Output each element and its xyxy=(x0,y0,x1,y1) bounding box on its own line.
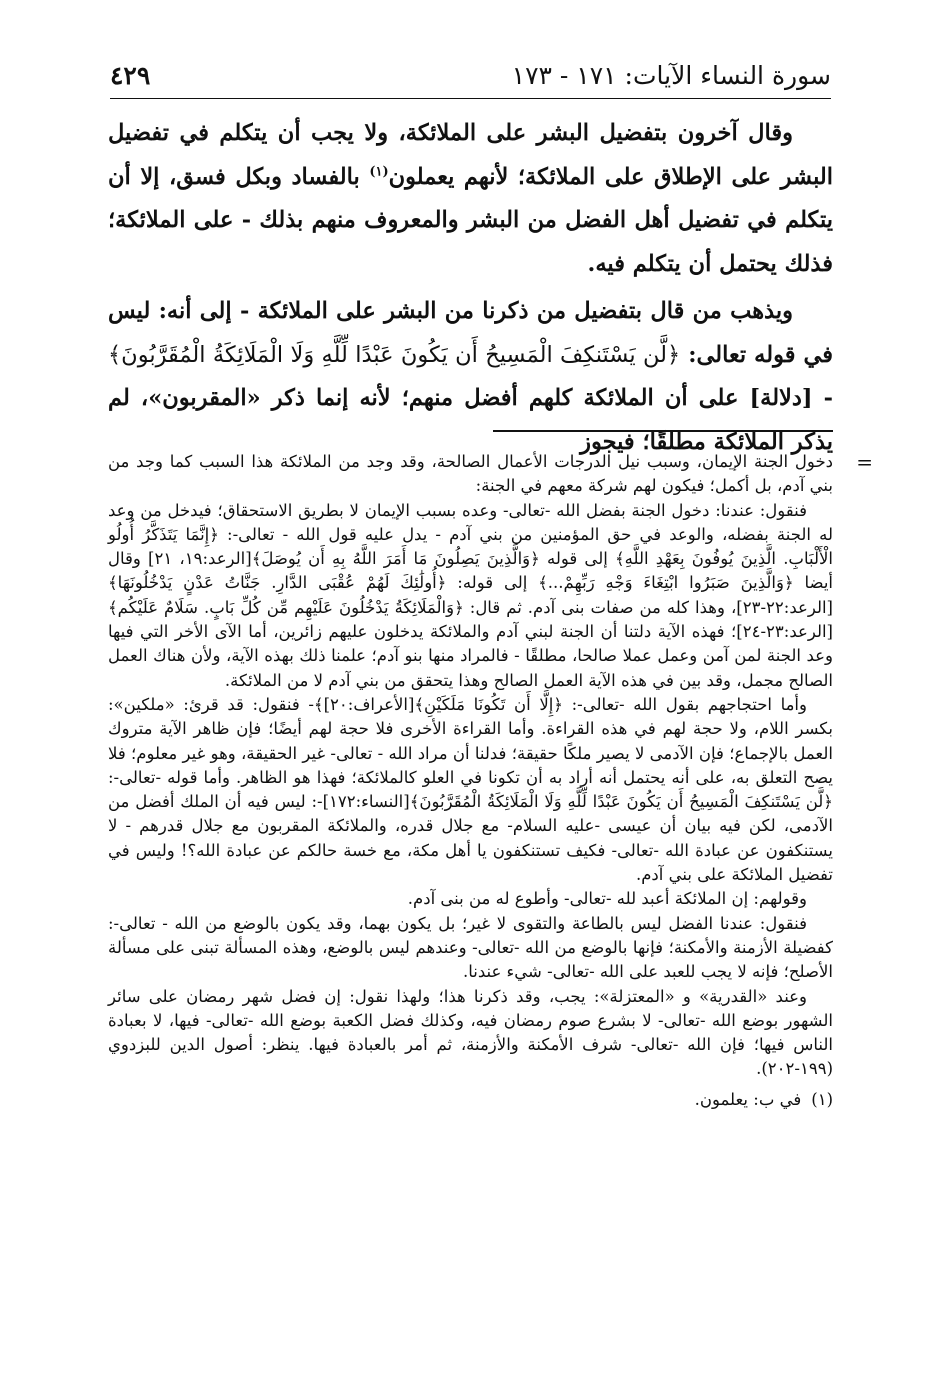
footnote-separator xyxy=(493,430,833,432)
paragraph-2-text-b: - [دلالة] على أن الملائكة كلهم أفضل منهم؛ لأنه إنما ذكر «المقربون»، لم يذكر الملائكة مطلقًا؛ فيجوز xyxy=(108,385,833,455)
running-header xyxy=(110,52,831,99)
note-continuation xyxy=(108,450,873,499)
note-text-2: فنقول: عندنا: دخول الجنة بفضل الله -تعالى- وعده بسبب الإيمان لا بطريق الاستحقاق؛ فيدخل من وعد له الجنة بفضله، والوعد في حق المؤمنين من بني آدم - يدل عليه قول الله - تعالى-: ﴿إِنَّمَا يَتَذَكَّرُ أُولُو الْأَلْبَابِ. الَّذِينَ يُوفُونَ بِعَهْدِ اللَّهِ﴾ إلى قوله ﴿وَالَّذِينَ يَصِلُونَ مَا أَمَرَ اللَّهُ بِهِ أَن يُوصَلَ﴾[الرعد:١٩، ٢١] وقال أيضا ﴿وَالَّذِينَ صَبَرُوا ابْتِغَاءَ وَجْهِ رَبِّهِمْ...﴾ إلى قوله: ﴿أُولَٰئِكَ لَهُمْ عُقْبَى الدَّارِ. جَنَّاتُ عَدْنٍ يَدْخُلُونَهَا﴾[الرعد:٢٢-٢٣]، وهذا كله من صفات بنى آدم. ثم قال: ﴿وَالْمَلَائِكَةُ يَدْخُلُونَ عَلَيْهِم مِّن كُلِّ بَابٍ. سَلَامٌ عَلَيْكُم﴾[الرعد:٢٣-٢٤]؛ فهذه الآية دلتنا أن الجنة لبني آدم والملائكة يدخلون عليهم زائرين، أما الآى الأخر التي فيها وعد الجنة لمن آمن وعمل عملا صالحا، مطلقًا - فالمراد منها بنو آدم؛ علمنا ذلك بهذه الآية، ولأن هناك العمل الصالح مجمل، وقد بين في هذه الآية العمل الصالح وهذا يتحقق من بني آدم لا من الملائكة. xyxy=(108,500,833,690)
note-text-4: وقولهم: إن الملائكة أعبد لله -تعالى- وأطوع له من بنى آدم. xyxy=(407,889,807,909)
note-text-1: دخول الجنة الإيمان، وسبب نيل الدرجات الأعمال الصالحة، وقد وجد من الملائكة هذا السبب كما وجد من بني آدم، بل أكمل؛ فيكون لهم شركة معهم في الجنة: xyxy=(108,452,833,496)
surah-title: سورة النساء الآيات: ١٧١ - ١٧٣ xyxy=(511,60,831,90)
note-text-6: وعند «القدرية» و «المعتزلة»: يجب، وقد ذكرنا هذا؛ ولهذا نقول: إن فضل شهر رمضان على سائر الشهور بوضع الله -تعالى- لا بشرع صوم رمضان فيه، وكذلك فضل الكعبة بوضع الله -تعالى- فيها، لا بعبادة الناس فيها؛ فإن الله -تعالى- شرف الأمكنة والأزمنة، ثم أمر بالعبادة فيها. ينظر: أصول الدين للبزدوي (١٩٩-٢٠٢). xyxy=(108,986,833,1079)
main-text xyxy=(108,112,833,464)
paragraph-1-text-a: وقال آخرون بتفضيل البشر على الملائكة، ولا يجب أن يتكلم في تفضيل البشر على الإطلاق على الملائكة؛ لأنهم يعملون xyxy=(108,120,833,190)
page-number: ٤٢٩ xyxy=(110,60,151,90)
footnote-1-number: (١) xyxy=(811,1089,833,1109)
quran-verse: ﴿لَّن يَسْتَنكِفَ الْمَسِيحُ أَن يَكُونَ عَبْدًا لِّلَّهِ وَلَا الْمَلَائِكَةُ الْمُقَرَّبُونَ﴾ xyxy=(108,341,681,368)
note-text-3: وأما احتجاجهم بقول الله -تعالى-: ﴿إِلَّا أَن تَكُونَا مَلَكَيْنِ﴾[الأعراف:٢٠]﴾- فنقول: قد قرئ: «ملكين»: بكسر اللام، ولا حجة لهم في هذه القراءة. وأما القراءة الأخرى فلا حجة لهم أيضًا؛ فإن ظاهر الآية متروك العمل بالإجماع؛ فإن الآدمى لا يصير ملكًا حقيقة؛ فدلنا أن مراد الله - تعالى- غير الحقيقة، وهو غير معلوم؛ فلا يصح التعلق به، على أنه يحتمل أنه أراد به أن تكونا في العلو كالملائكة؛ فهذا هو الظاهر. وأما قوله -تعالى-:﴿لَّن يَسْتَنكِفَ الْمَسِيحُ أَن يَكُونَ عَبْدًا لِّلَّهِ وَلَا الْمَلَائِكَةُ الْمُقَرَّبُونَ﴾[النساء:١٧٢]-: ليس فيه أن الملك أفضل من الآدمى، لكن فيه بيان أن عيسى -عليه السلام- مع جلال قدره، والملائكة المقربون مع جلال قدرهم - لا يستنكفون عن عبادة الله -تعالى- فكيف تستنكفون يا أهل مكة، مع خسة حالكم عن عبادة الله؟! وليس في تفضيل الملائكة على بني آدم. xyxy=(108,694,833,885)
continuation-marker: = xyxy=(856,450,873,474)
paragraph-1 xyxy=(108,112,833,286)
footnotes xyxy=(108,450,873,1112)
paragraph-2-text-a: ويذهب من قال بتفضيل من ذكرنا من البشر على الملائكة - إلى أنه: ليس في قوله تعالى: xyxy=(108,298,833,368)
paragraph-1-text-b: بالفساد وبكل فسق، إلا أن يتكلم في تفضيل أهل الفضل من البشر والمعروف منهم بذلك - على الملائكة؛ فذلك يحتمل أن يتكلم فيه. xyxy=(108,163,833,277)
footnote-reference: (١) xyxy=(369,164,389,179)
footnote-1-text: في ب: يعلمون. xyxy=(694,1089,802,1109)
paragraph-2 xyxy=(108,290,833,464)
note-text-5: فنقول: عندنا الفضل ليس بالطاعة والتقوى لا غير؛ بل يكون بهما، وقد يكون بالوضع من الله - تعالى-: كفضيلة الأزمنة والأمكنة؛ فإنها بالوضع من الله -تعالى- وعندهم ليس بالوضع، وهذه المسألة تبنى على مسألة الأصلح؛ فإنه لا يجب للعبد على الله -تعالى- شيء عندنا. xyxy=(108,913,833,982)
footnote-1 xyxy=(108,1088,833,1112)
